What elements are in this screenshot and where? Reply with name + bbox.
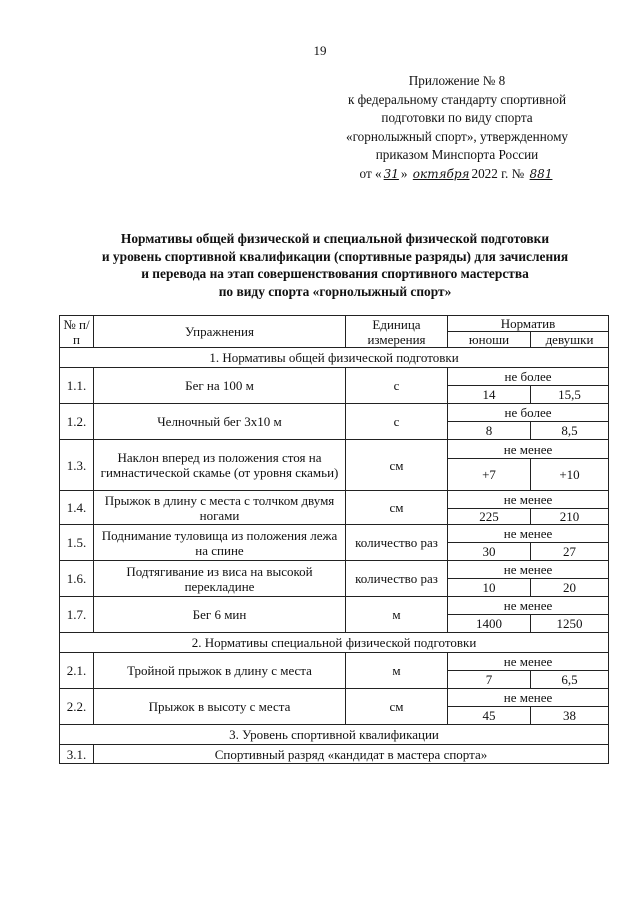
row-unit: количество раз bbox=[346, 561, 448, 597]
value-girls: 8,5 bbox=[531, 422, 609, 440]
row-num: 1.7. bbox=[60, 597, 94, 633]
value-boys: 10 bbox=[448, 579, 531, 597]
appendix-line: Приложение № 8 bbox=[408, 73, 506, 88]
header-norm: Норматив bbox=[448, 316, 609, 332]
value-boys: 225 bbox=[448, 509, 531, 525]
row-norm-type: не менее bbox=[448, 653, 609, 671]
row-norm-type: не менее bbox=[448, 561, 609, 579]
row-exercise: Подтягивание из виса на высокой перекладине bbox=[94, 561, 346, 597]
value-girls: 27 bbox=[531, 543, 609, 561]
title-line: и перевода на этап совершенствования спортивного мастерства bbox=[141, 266, 529, 281]
row-unit: количество раз bbox=[346, 525, 448, 561]
table-row bbox=[60, 525, 609, 543]
date-day-handwritten: 31 bbox=[383, 166, 399, 181]
row-exercise: Прыжок в длину с места с толчком двумя ногами bbox=[94, 491, 346, 525]
value-boys: 30 bbox=[448, 543, 531, 561]
row-unit: м bbox=[346, 653, 448, 689]
row-norm-type: не менее bbox=[448, 491, 609, 509]
page-number: 19 bbox=[313, 43, 327, 58]
row-unit: см bbox=[346, 689, 448, 725]
row-unit: с bbox=[346, 368, 448, 404]
row-unit: с bbox=[346, 404, 448, 440]
row-exercise: Бег 6 мин bbox=[94, 597, 346, 633]
row-num: 1.1. bbox=[60, 368, 94, 404]
standards-table bbox=[59, 315, 609, 764]
header-boys: юноши bbox=[448, 332, 531, 348]
value-girls: 6,5 bbox=[531, 671, 609, 689]
table-row bbox=[60, 368, 609, 386]
row-unit: м bbox=[346, 597, 448, 633]
table-row bbox=[60, 689, 609, 707]
section-row bbox=[60, 725, 609, 745]
table-row bbox=[60, 597, 609, 615]
value-boys: 1400 bbox=[448, 615, 531, 633]
row-exercise: Бег на 100 м bbox=[94, 368, 346, 404]
table-row bbox=[60, 653, 609, 671]
value-girls: 15,5 bbox=[531, 386, 609, 404]
row-norm-type: не менее bbox=[448, 689, 609, 707]
value-boys: 8 bbox=[448, 422, 531, 440]
title-line: по виду спорта «горнолыжный спорт» bbox=[218, 283, 452, 299]
row-num: 2.1. bbox=[60, 653, 94, 689]
row-num: 1.6. bbox=[60, 561, 94, 597]
row-exercise: Челночный бег 3x10 м bbox=[94, 404, 346, 440]
table-row bbox=[60, 745, 609, 764]
row-num: 1.4. bbox=[60, 491, 94, 525]
section-title: 1. Нормативы общей физической подготовки bbox=[60, 348, 609, 368]
date-year: 2022 г. № bbox=[471, 165, 525, 181]
title-line: и уровень спортивной квалификации (спортивные разряды) для зачисления bbox=[101, 248, 569, 264]
value-girls: 1250 bbox=[531, 615, 609, 633]
value-boys: 14 bbox=[448, 386, 531, 404]
section-row bbox=[60, 348, 609, 368]
appendix-line: к федеральному стандарту спортивной bbox=[347, 91, 567, 107]
value-girls: +10 bbox=[531, 459, 609, 491]
value-boys: +7 bbox=[448, 459, 531, 491]
row-norm-type: не более bbox=[448, 404, 609, 422]
title-line: Нормативы общей физической и специальной физической подготовки bbox=[120, 231, 550, 246]
row-unit: см bbox=[346, 491, 448, 525]
value-boys: 7 bbox=[448, 671, 531, 689]
value-boys: 45 bbox=[448, 707, 531, 725]
row-exercise: Прыжок в высоту с места bbox=[94, 689, 346, 725]
appendix-line: «горнолыжный спорт», утвержденному bbox=[345, 128, 569, 144]
table-row bbox=[60, 491, 609, 509]
appendix-line: приказом Минспорта России bbox=[375, 147, 539, 163]
value-girls: 210 bbox=[531, 509, 609, 525]
row-exercise: Поднимание туловища из положения лежа на спине bbox=[94, 525, 346, 561]
table-row bbox=[60, 561, 609, 579]
row-exercise: Наклон вперед из положения стоя на гимнастической скамье (от уровня скамьи) bbox=[94, 440, 346, 491]
value-girls: 38 bbox=[531, 707, 609, 725]
section-row bbox=[60, 633, 609, 653]
date-prefix: от « bbox=[359, 165, 382, 181]
row-num: 1.5. bbox=[60, 525, 94, 561]
appendix-line: подготовки по виду спорта bbox=[381, 110, 533, 126]
row-num: 1.3. bbox=[60, 440, 94, 491]
row-num: 1.2. bbox=[60, 404, 94, 440]
row-norm-type: не менее bbox=[448, 525, 609, 543]
row-exercise: Тройной прыжок в длину с места bbox=[94, 653, 346, 689]
value-girls: 20 bbox=[531, 579, 609, 597]
header-unit: Единица измерения bbox=[346, 316, 448, 348]
table-row bbox=[60, 404, 609, 422]
appendix-date-line bbox=[300, 165, 614, 184]
section-title: 3. Уровень спортивной квалификации bbox=[60, 725, 609, 745]
date-month-handwritten: октября bbox=[412, 166, 470, 181]
date-sep: » bbox=[400, 165, 408, 181]
header-num: № п/п bbox=[60, 316, 94, 348]
row-num: 3.1. bbox=[60, 745, 94, 764]
row-norm-type: не более bbox=[448, 368, 609, 386]
row-num: 2.2. bbox=[60, 689, 94, 725]
row-norm-type: не менее bbox=[448, 597, 609, 615]
table-row bbox=[60, 440, 609, 459]
row-unit: см bbox=[346, 440, 448, 491]
row-norm-type: не менее bbox=[448, 440, 609, 459]
section-title: 2. Нормативы специальной физической подготовки bbox=[60, 633, 609, 653]
order-number-handwritten: 881 bbox=[529, 166, 553, 181]
header-girls: девушки bbox=[531, 332, 609, 348]
appendix-block bbox=[300, 72, 614, 184]
document-title bbox=[52, 230, 618, 300]
header-exercise: Упражнения bbox=[94, 316, 346, 348]
row-exercise: Спортивный разряд «кандидат в мастера спорта» bbox=[94, 745, 609, 764]
